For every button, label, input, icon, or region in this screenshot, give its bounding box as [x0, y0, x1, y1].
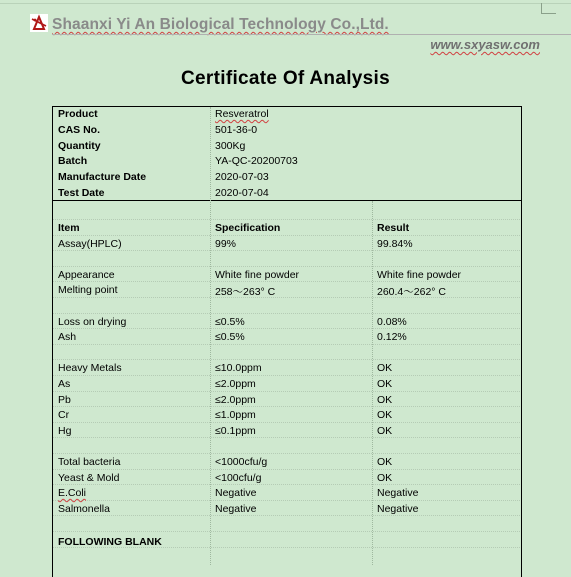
company-name: Shaanxi Yi An Biological Technology Co.,Ltd. [52, 16, 389, 33]
following-blank-note: FOLLOWING BLANK [58, 536, 162, 548]
test-item: Melting point [58, 284, 118, 297]
info-label: Test Date [58, 187, 105, 199]
info-value: YA-QC-20200703 [215, 155, 298, 168]
test-specification: 99% [215, 237, 237, 250]
test-item: Total bacteria [58, 456, 121, 468]
info-row [53, 154, 520, 170]
test-specification: Negative [215, 487, 257, 500]
info-label: Manufacture Date [58, 171, 147, 184]
info-row [53, 107, 520, 123]
info-label: Quantity [58, 139, 101, 152]
company-website: www.sxyasw.com [430, 37, 540, 52]
test-result: OK [377, 456, 393, 468]
test-result: OK [377, 393, 393, 406]
test-specification: ≤0.5% [215, 315, 245, 328]
test-result: 260.4～262° C [377, 286, 446, 299]
info-label: Batch [58, 155, 88, 168]
info-row [53, 123, 520, 139]
cell-gridline [53, 359, 520, 360]
test-item: Loss on drying [58, 315, 127, 328]
cell-gridline [53, 531, 520, 532]
table-row [53, 237, 520, 253]
table-row [53, 502, 520, 518]
page-top-edge [0, 3, 571, 4]
test-item: Pb [58, 393, 71, 406]
column-header: Item [58, 222, 80, 234]
cell-gridline [53, 313, 520, 314]
test-result: OK [377, 409, 393, 422]
test-result: Negative [377, 487, 419, 500]
letterhead [30, 12, 550, 52]
test-result: OK [377, 471, 393, 484]
test-specification: ≤1.0ppm [215, 409, 256, 422]
table-row [53, 283, 520, 299]
test-item: E.Coli [58, 487, 87, 500]
test-specification: ≤0.1ppm [215, 424, 256, 437]
table-row [53, 268, 520, 284]
info-value: Resveratrol [215, 108, 269, 120]
header-divider [52, 34, 571, 35]
test-result: OK [377, 424, 393, 437]
column-header: Specification [215, 222, 281, 234]
test-specification: White fine powder [215, 268, 300, 281]
test-result: 0.12% [377, 331, 407, 344]
cell-gridline [53, 266, 520, 267]
cell-gridline [53, 219, 520, 220]
info-value: 300Kg [215, 139, 246, 152]
table-row [53, 424, 520, 440]
table-row [53, 315, 520, 331]
test-item: Heavy Metals [58, 362, 122, 375]
table-row [53, 361, 520, 377]
test-specification: ≤10.0ppm [215, 362, 262, 375]
info-value: 2020-07-04 [215, 187, 269, 199]
table-row [53, 330, 520, 346]
test-specification: ≤0.5% [215, 331, 245, 344]
test-item: Yeast & Mold [58, 471, 120, 484]
test-result: Negative [377, 502, 419, 515]
test-result: OK [377, 378, 393, 390]
test-item: Ash [58, 331, 77, 344]
info-value: 2020-07-03 [215, 171, 269, 184]
test-specification: 258～263° C [215, 286, 276, 299]
table-row [53, 393, 520, 409]
test-item: Assay(HPLC) [58, 237, 122, 250]
info-label: CAS No. [58, 123, 100, 136]
test-item: Salmonella [58, 502, 110, 515]
table-row [53, 455, 520, 471]
info-row [53, 139, 520, 155]
test-specification: <1000cfu/g [215, 456, 268, 468]
test-specification: Negative [215, 502, 257, 515]
info-label: Product [58, 108, 98, 120]
document-title: Certificate Of Analysis [181, 68, 390, 89]
test-result: 99.84% [377, 237, 413, 250]
table-header-row [53, 221, 520, 237]
test-specification: ≤2.0ppm [215, 393, 256, 406]
test-result: 0.08% [377, 315, 407, 328]
info-row [53, 170, 520, 186]
table-row [53, 408, 520, 424]
table-row [53, 377, 520, 393]
test-item: As [58, 378, 71, 390]
test-specification: <100cfu/g [215, 471, 262, 484]
test-result: White fine powder [377, 268, 462, 281]
test-item: Appearance [58, 268, 115, 281]
test-item: Cr [58, 409, 70, 422]
test-item: Hg [58, 424, 72, 437]
test-specification: ≤2.0ppm [215, 378, 256, 390]
info-row [53, 186, 520, 202]
company-logo-icon [30, 14, 48, 32]
info-value: 501-36-0 [215, 123, 258, 136]
column-header: Result [377, 222, 410, 234]
test-result: OK [377, 362, 393, 375]
table-row [53, 486, 520, 502]
cell-gridline [53, 453, 520, 454]
table-row [53, 471, 520, 487]
